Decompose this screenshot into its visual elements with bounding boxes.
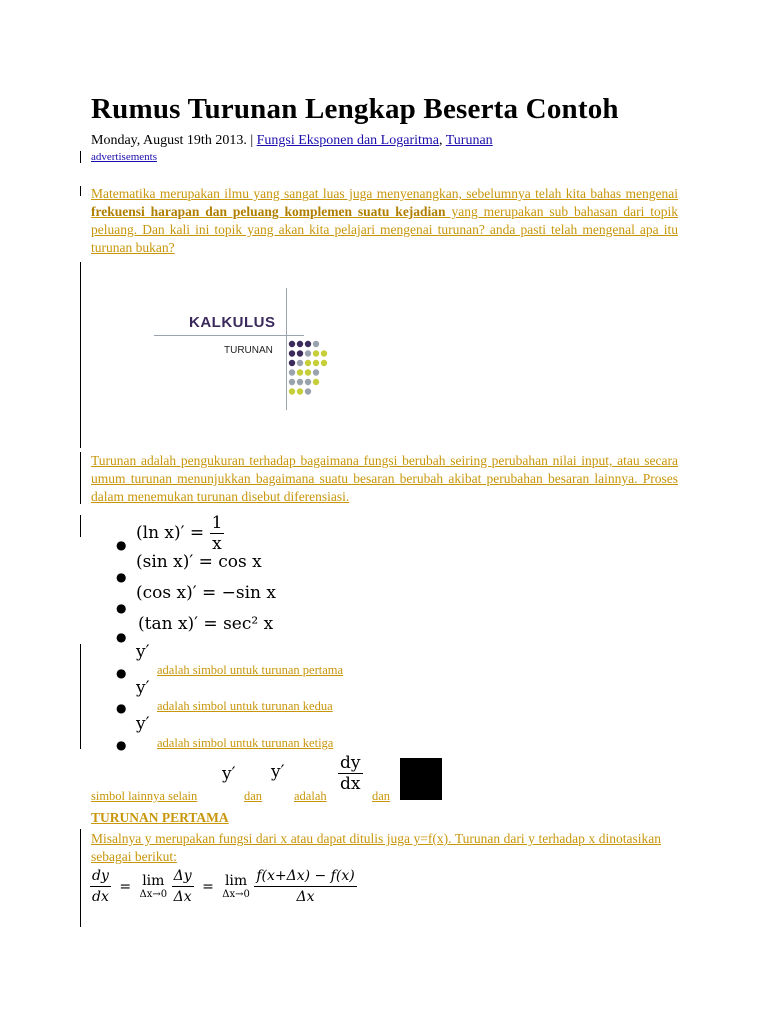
other-adalah[interactable]: adalah [294,789,327,803]
other-symbol-dydx: $\frac{dy}{dx}$ [340,753,361,794]
post-date: Monday, August 19th 2013. | [91,133,254,148]
category-link-turunan[interactable]: Turunan [445,133,493,148]
post-meta [91,133,493,149]
dot [321,360,327,366]
dot [297,369,303,375]
divider-bar [80,452,81,504]
dot [321,350,327,356]
figure-subtitle: TURUNAN [224,345,273,356]
dot [305,341,311,347]
figure-title: KALKULUS [189,314,276,331]
divider-bar [80,829,81,927]
other-symbols-lead[interactable]: simbol lainnya selain [91,789,198,803]
ads-link[interactable]: advertisements [91,151,157,163]
symbol-second: y′ [136,678,150,698]
intro-paragraph[interactable]: Matematika merupakan ilmu yang sangat luas juga menyenangkan, sebelumnya telah kita bahas mengenai frekuensi harapan dan peluang komplemen suatu kejadian yang merupakan sub bahasan dari topik peluang. Dan kali ini topik yang akan kita pelajari mengenai turunan? anda pasti telah mengenal apa itu turunan bukan? [91,186,678,255]
category-link-exponent[interactable]: Fungsi Eksponen dan Logaritma [256,133,439,148]
category-separator: , [439,133,443,148]
dot [305,369,311,375]
divider-bar [80,186,81,196]
dot [289,369,295,375]
symbol-third-text[interactable]: adalah simbol untuk turunan ketiga [157,736,334,750]
formula-sin: (sin x)′ = cos x [136,552,262,572]
dot [313,360,319,366]
dot [313,341,319,347]
symbol-third: y′ [136,714,150,734]
dot [313,369,319,375]
figure-rule [154,335,304,336]
dot [297,379,303,385]
formula-tan: (tan x)′ = sec² x [138,614,274,634]
dot [305,388,311,394]
formula-ln: (ln x)′ = $\frac{1}{x}$ [136,513,223,554]
dot [313,350,319,356]
limit-definition: $\frac{dy}{dx}$ = lim Δx→0 $\frac{\Delta y}{\Delta x}$ = lim Δx→0 $\frac{f(x+\Delta x) - f(x)}{\Delta x}$ [92,868,355,905]
symbol-first-text[interactable]: adalah simbol untuk turunan pertama [157,663,344,677]
divider-bar [80,151,81,163]
dot [289,350,295,356]
dot [297,350,303,356]
symbol-first: y′ [136,642,150,662]
figure-divider [286,288,287,410]
other-symbol-1: y′ [222,764,236,784]
definition-paragraph[interactable]: Turunan adalah pengukuran terhadap bagaimana fungsi berubah seiring perubahan nilai input, atau secara umum turunan menunjukkan bagaimana suatu besaran berubah akibat perubahan besaran lainnya. Proses dalam menemukan turunan disebut diferensiasi. [91,453,678,504]
formula-cos: (cos x)′ = −sin x [136,583,276,603]
dot [297,341,303,347]
related-link[interactable]: frekuensi harapan dan peluang komplemen suatu kejadian [91,204,446,219]
page-title: Rumus Turunan Lengkap Beserta Contoh [91,93,619,125]
divider-bar [80,262,81,448]
dot [297,388,303,394]
redacted-image [400,758,442,800]
dot [305,360,311,366]
dot [289,388,295,394]
divider-bar [80,515,81,537]
dot [305,350,311,356]
divider-bar [80,644,81,749]
other-dan-1[interactable]: dan [244,789,263,803]
dot [305,379,311,385]
other-symbol-2: y′ [271,762,285,782]
dot [289,379,295,385]
section-heading: TURUNAN PERTAMA [91,810,229,825]
dot [313,379,319,385]
dot-grid-icon [288,340,332,400]
dot [297,360,303,366]
section-paragraph[interactable]: Misalnya y merupakan fungsi dari x atau dapat ditulis juga y=f(x). Turunan dari y terhadap x dinotasikan sebagai berikut: [91,831,661,864]
kalkulus-figure [94,288,340,410]
dot [289,341,295,347]
other-dan-2[interactable]: dan [372,789,391,803]
dot [289,360,295,366]
symbol-second-text[interactable]: adalah simbol untuk turunan kedua [157,699,333,713]
